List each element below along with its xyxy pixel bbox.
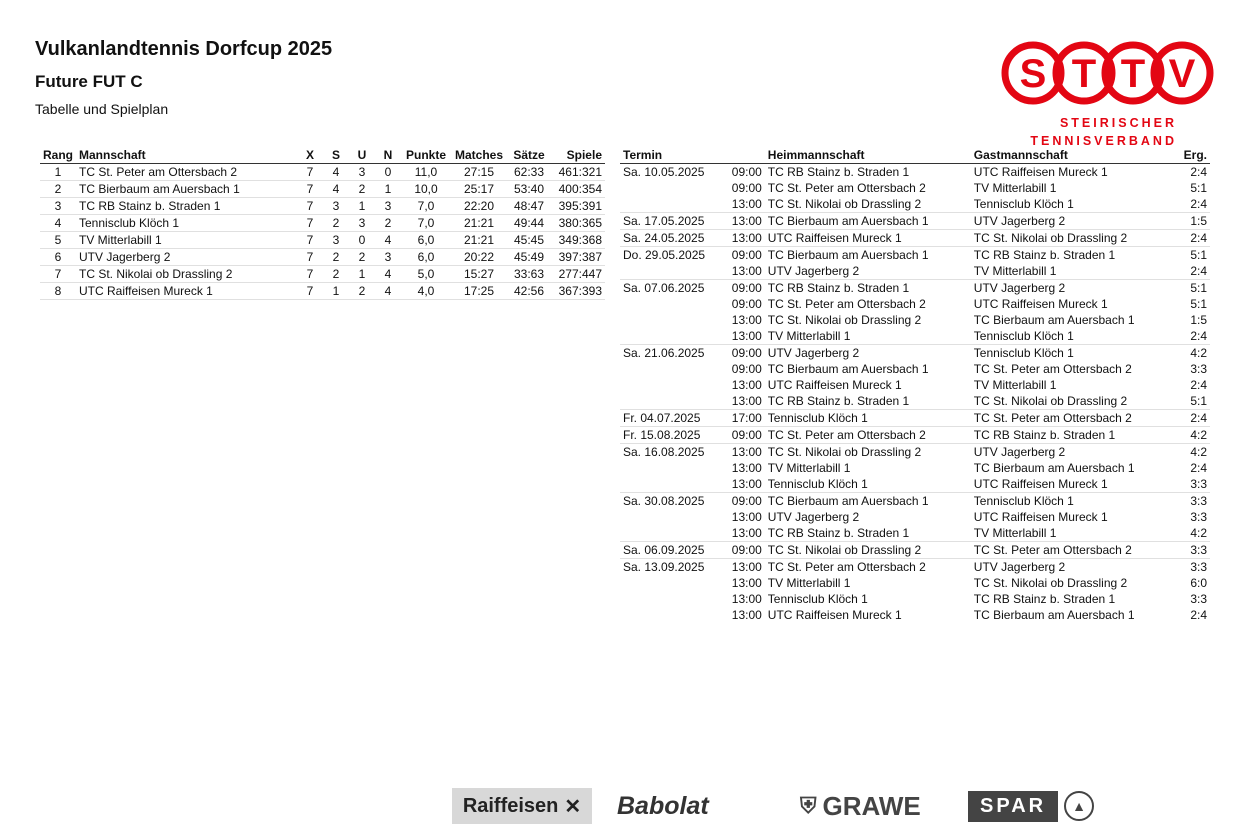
schedule-cell-time: 13:00	[723, 230, 765, 247]
col-punkte: Punkte	[401, 146, 451, 164]
schedule-cell-home: TV Mitterlabill 1	[767, 576, 851, 590]
schedule-cell-time: 13:00	[731, 461, 762, 475]
schedule-cell-result: 2:4	[1190, 378, 1207, 392]
schedule-cell-guest: TC Bierbaum am Auersbach 1	[973, 461, 1135, 475]
schedule-cell-time: 09:00	[723, 345, 765, 362]
schedule-row	[620, 591, 1210, 607]
schedule-cell-date: Sa. 10.05.2025	[623, 165, 705, 179]
schedule-cell-guest: TC Bierbaum am Auersbach 1	[973, 608, 1135, 622]
standings-cell-matches: 15:27	[451, 266, 507, 283]
standings-cell-spiele: 397:387	[551, 249, 605, 266]
schedule-cell-date: Fr. 15.08.2025	[620, 427, 723, 444]
schedule-cell-home: TC RB Stainz b. Straden 1	[767, 394, 910, 408]
schedule-header-row	[620, 146, 1210, 164]
schedule-row	[620, 542, 1210, 559]
standings-cell-matches: 21:21	[451, 232, 507, 249]
grawe-text: GRAWE	[822, 790, 921, 821]
schedule-cell-guest: TC RB Stainz b. Straden 1	[971, 427, 1177, 444]
standings-cell-spiele: 400:354	[551, 181, 605, 198]
col-matches: Matches	[451, 146, 507, 164]
schedule-cell-home: UTC Raiffeisen Mureck 1	[767, 608, 902, 622]
standings-cell-x: 7	[297, 266, 323, 283]
schedule-cell-time: 13:00	[731, 264, 762, 278]
standings-row	[40, 215, 605, 232]
schedule-cell-guest: TC St. Nikolai ob Drassling 2	[973, 576, 1128, 590]
schedule-cell-result: 5:1	[1190, 181, 1207, 195]
schedule-cell-result: 5:1	[1190, 394, 1207, 408]
col-rang: Rang	[40, 146, 76, 164]
schedule-cell-date: Do. 29.05.2025	[620, 247, 723, 264]
standings-cell-saetze: 45:49	[507, 249, 551, 266]
schedule-cell-home: TV Mitterlabill 1	[767, 329, 851, 343]
standings-cell-rang: 8	[40, 283, 76, 300]
standings-cell-u: 0	[349, 232, 375, 249]
standings-cell-mannschaft: TC St. Nikolai ob Drassling 2	[76, 266, 297, 283]
schedule-cell-time: 13:00	[731, 313, 762, 327]
schedule-cell-result: 2:4	[1190, 264, 1207, 278]
standings-cell-punkte: 5,0	[401, 266, 451, 283]
standings-cell-mannschaft: UTV Jagerberg 2	[76, 249, 297, 266]
col-x: X	[297, 146, 323, 164]
schedule-row	[620, 476, 1210, 493]
standings-cell-punkte: 4,0	[401, 283, 451, 300]
standings-cell-n: 4	[375, 232, 401, 249]
schedule-cell-guest: TC RB Stainz b. Straden 1	[973, 592, 1116, 606]
schedule-cell-result: 3:3	[1190, 477, 1207, 491]
standings-cell-saetze: 42:56	[507, 283, 551, 300]
schedule-cell-guest: TV Mitterlabill 1	[973, 378, 1057, 392]
standings-cell-s: 1	[323, 283, 349, 300]
schedule-cell-result: 1:5	[1190, 313, 1207, 327]
schedule-row	[620, 164, 1210, 181]
schedule-cell-time: 13:00	[731, 510, 762, 524]
standings-cell-saetze: 33:63	[507, 266, 551, 283]
schedule-cell-result: 4:2	[1177, 427, 1210, 444]
schedule-cell-guest: UTC Raiffeisen Mureck 1	[973, 510, 1108, 524]
standings-cell-spiele: 380:365	[551, 215, 605, 232]
schedule-row	[620, 427, 1210, 444]
standings-row	[40, 232, 605, 249]
schedule-cell-guest: Tennisclub Klöch 1	[973, 197, 1074, 211]
standings-row	[40, 283, 605, 300]
schedule-cell-date	[620, 312, 723, 328]
logo-letter: T	[1120, 52, 1146, 96]
logo-letter: S	[1019, 52, 1047, 96]
standings-cell-rang: 6	[40, 249, 76, 266]
schedule-cell-home: TC St. Peter am Ottersbach 2	[765, 559, 971, 576]
standings-cell-u: 2	[349, 249, 375, 266]
logo-letter: T	[1071, 52, 1097, 96]
schedule-cell-result: 6:0	[1190, 576, 1207, 590]
schedule-cell-time: 09:00	[723, 493, 765, 510]
schedule-cell-time: 13:00	[731, 197, 762, 211]
schedule-cell-time: 13:00	[731, 608, 762, 622]
raiffeisen-text: Raiffeisen	[462, 794, 559, 817]
standings-cell-n: 0	[375, 164, 401, 181]
schedule-cell-result: 2:4	[1190, 165, 1207, 179]
sponsor-bar	[0, 788, 1250, 828]
schedule-cell-time: 09:00	[723, 542, 765, 559]
standings-cell-n: 3	[375, 249, 401, 266]
logo-letter: V	[1168, 52, 1196, 96]
schedule-cell-time: 13:00	[723, 444, 765, 461]
schedule-cell-home: TV Mitterlabill 1	[767, 461, 851, 475]
schedule-cell-time: 13:00	[731, 592, 762, 606]
schedule-cell-result: 4:2	[1177, 345, 1210, 362]
stv-logo-circles	[1000, 40, 1215, 110]
standings-cell-matches: 27:15	[451, 164, 507, 181]
schedule-cell-result: 3:3	[1177, 559, 1210, 576]
standings-cell-u: 1	[349, 198, 375, 215]
standings-cell-matches: 21:21	[451, 215, 507, 232]
standings-cell-punkte: 11,0	[401, 164, 451, 181]
schedule-cell-time: 09:00	[731, 181, 762, 195]
schedule-cell-date	[620, 180, 723, 196]
schedule-cell-date: Sa. 21.06.2025	[620, 345, 723, 362]
schedule-cell-home: Tennisclub Klöch 1	[767, 477, 868, 491]
standings-cell-u: 3	[349, 215, 375, 232]
standings-cell-n: 4	[375, 283, 401, 300]
schedule-cell-date	[620, 196, 723, 213]
raiffeisen-logo	[452, 788, 592, 824]
standings-cell-spiele: 367:393	[551, 283, 605, 300]
standings-cell-saetze: 45:45	[507, 232, 551, 249]
schedule-cell-result: 3:3	[1190, 592, 1207, 606]
schedule-cell-guest: TV Mitterlabill 1	[973, 526, 1057, 540]
schedule-cell-date	[620, 607, 723, 623]
schedule-cell-guest: TC St. Nikolai ob Drassling 2	[971, 230, 1177, 247]
grawe-logo	[800, 788, 945, 824]
schedule-row	[620, 525, 1210, 542]
standings-row	[40, 164, 605, 181]
schedule-cell-guest: TV Mitterlabill 1	[973, 181, 1057, 195]
spar-logo	[968, 788, 1123, 824]
schedule-cell-home: TC St. Peter am Ottersbach 2	[767, 181, 926, 195]
col-n: N	[375, 146, 401, 164]
schedule-cell-home: UTV Jagerberg 2	[765, 345, 971, 362]
schedule-cell-date: Sa. 30.08.2025	[620, 493, 723, 510]
schedule-cell-home: UTV Jagerberg 2	[767, 510, 860, 524]
standings-cell-u: 2	[349, 181, 375, 198]
schedule-cell-time: 09:00	[731, 297, 762, 311]
schedule-cell-date	[620, 575, 723, 591]
schedule-cell-guest: UTV Jagerberg 2	[971, 559, 1177, 576]
schedule-row	[620, 312, 1210, 328]
col-spiele: Spiele	[551, 146, 605, 164]
standings-cell-n: 3	[375, 198, 401, 215]
schedule-cell-result: 1:5	[1177, 213, 1210, 230]
schedule-cell-guest: TC St. Peter am Ottersbach 2	[971, 410, 1177, 427]
standings-cell-x: 7	[297, 181, 323, 198]
schedule-cell-guest: TC Bierbaum am Auersbach 1	[973, 313, 1135, 327]
schedule-cell-result: 2:4	[1190, 329, 1207, 343]
schedule-cell-result: 2:4	[1177, 230, 1210, 247]
standings-cell-matches: 22:20	[451, 198, 507, 215]
standings-cell-mannschaft: Tennisclub Klöch 1	[76, 215, 297, 232]
schedule-cell-guest: TC St. Peter am Ottersbach 2	[971, 542, 1177, 559]
schedule-cell-home: Tennisclub Klöch 1	[765, 410, 971, 427]
schedule-cell-home: TC RB Stainz b. Straden 1	[767, 165, 910, 179]
schedule-cell-time: 09:00	[731, 362, 762, 376]
standings-cell-s: 2	[323, 215, 349, 232]
standings-row	[40, 266, 605, 283]
stv-logo	[1000, 40, 1215, 150]
schedule-cell-date: Fr. 04.07.2025	[620, 410, 723, 427]
schedule-cell-home: UTC Raiffeisen Mureck 1	[767, 378, 902, 392]
schedule-cell-guest: TC RB Stainz b. Straden 1	[971, 247, 1177, 264]
col-gast: Gastmannschaft	[971, 146, 1177, 164]
schedule-row	[620, 345, 1210, 362]
schedule-cell-time: 13:00	[723, 559, 765, 576]
standings-cell-mannschaft: TC RB Stainz b. Straden 1	[76, 198, 297, 215]
standings-cell-matches: 25:17	[451, 181, 507, 198]
page-subtitle: Future FUT C	[35, 72, 143, 91]
schedule-cell-time: 13:00	[731, 477, 762, 491]
standings-cell-mannschaft: TC Bierbaum am Auersbach 1	[76, 181, 297, 198]
col-termin: Termin	[620, 146, 765, 164]
schedule-cell-time: 09:00	[731, 165, 762, 179]
page-title: Vulkanlandtennis Dorfcup 2025	[35, 38, 333, 60]
standings-cell-s: 3	[323, 232, 349, 249]
schedule-row	[620, 575, 1210, 591]
standings-cell-n: 4	[375, 266, 401, 283]
logo-line-1: STEIRISCHER	[1059, 116, 1177, 130]
standings-cell-spiele: 277:447	[551, 266, 605, 283]
schedule-cell-result: 5:1	[1177, 247, 1210, 264]
schedule-cell-date: Sa. 07.06.2025	[620, 280, 723, 297]
schedule-cell-date	[620, 361, 723, 377]
schedule-cell-result: 2:4	[1190, 197, 1207, 211]
standings-cell-n: 1	[375, 181, 401, 198]
standings-table	[40, 146, 605, 300]
schedule-cell-date: Sa. 06.09.2025	[620, 542, 723, 559]
schedule-cell-guest: UTC Raiffeisen Mureck 1	[973, 297, 1108, 311]
babolat-text: Babolat	[617, 791, 709, 820]
schedule-row	[620, 230, 1210, 247]
schedule-row	[620, 263, 1210, 280]
col-heim: Heimmannschaft	[765, 146, 971, 164]
standings-cell-rang: 3	[40, 198, 76, 215]
schedule-cell-result: 5:1	[1190, 297, 1207, 311]
schedule-row	[620, 180, 1210, 196]
schedule-cell-date	[620, 393, 723, 410]
standings-cell-saetze: 49:44	[507, 215, 551, 232]
schedule-cell-guest: TC St. Peter am Ottersbach 2	[973, 362, 1132, 376]
schedule-cell-date	[620, 328, 723, 345]
schedule-cell-date	[620, 525, 723, 542]
schedule-row	[620, 444, 1210, 461]
standings-cell-s: 4	[323, 181, 349, 198]
schedule-row	[620, 328, 1210, 345]
schedule-cell-result: 4:2	[1190, 526, 1207, 540]
standings-cell-rang: 1	[40, 164, 76, 181]
col-s: S	[323, 146, 349, 164]
schedule-cell-home: TC RB Stainz b. Straden 1	[765, 280, 971, 297]
schedule-cell-date: Sa. 16.08.2025	[620, 444, 723, 461]
schedule-row	[620, 509, 1210, 525]
schedule-cell-result: 2:4	[1190, 608, 1207, 622]
grawe-shield-icon: ⛨	[800, 793, 817, 818]
schedule-cell-date	[620, 460, 723, 476]
col-saetze: Sätze	[507, 146, 551, 164]
spar-text: SPAR	[968, 791, 1058, 822]
schedule-cell-result: 3:3	[1177, 542, 1210, 559]
standings-cell-s: 2	[323, 249, 349, 266]
spar-tree-icon: ▲	[1064, 791, 1094, 821]
standings-cell-n: 2	[375, 215, 401, 232]
standings-cell-punkte: 7,0	[401, 215, 451, 232]
schedule-cell-time: 13:00	[723, 213, 765, 230]
schedule-cell-home: TC St. Peter am Ottersbach 2	[767, 297, 926, 311]
schedule-cell-guest: TC St. Nikolai ob Drassling 2	[973, 394, 1128, 408]
schedule-cell-date	[620, 509, 723, 525]
schedule-cell-date	[620, 377, 723, 393]
schedule-cell-guest: UTV Jagerberg 2	[971, 213, 1177, 230]
standings-cell-saetze: 53:40	[507, 181, 551, 198]
standings-cell-mannschaft: TV Mitterlabill 1	[76, 232, 297, 249]
col-erg: Erg.	[1177, 146, 1210, 164]
schedule-row	[620, 393, 1210, 410]
schedule-row	[620, 410, 1210, 427]
schedule-cell-result: 4:2	[1177, 444, 1210, 461]
schedule-cell-home: UTC Raiffeisen Mureck 1	[765, 230, 971, 247]
schedule-cell-result: 3:3	[1190, 510, 1207, 524]
schedule-row	[620, 559, 1210, 576]
schedule-cell-home: TC Bierbaum am Auersbach 1	[765, 247, 971, 264]
standings-cell-matches: 20:22	[451, 249, 507, 266]
schedule-cell-time: 13:00	[731, 394, 762, 408]
schedule-cell-result: 3:3	[1190, 362, 1207, 376]
standings-cell-matches: 17:25	[451, 283, 507, 300]
standings-cell-x: 7	[297, 249, 323, 266]
schedule-row	[620, 361, 1210, 377]
schedule-cell-home: Tennisclub Klöch 1	[767, 592, 868, 606]
schedule-cell-guest: UTC Raiffeisen Mureck 1	[973, 477, 1108, 491]
schedule-row	[620, 280, 1210, 297]
schedule-cell-home: TC St. Nikolai ob Drassling 2	[765, 444, 971, 461]
col-mannschaft: Mannschaft	[76, 146, 297, 164]
schedule-cell-guest: UTV Jagerberg 2	[971, 280, 1177, 297]
standings-cell-punkte: 7,0	[401, 198, 451, 215]
standings-cell-rang: 2	[40, 181, 76, 198]
standings-cell-s: 3	[323, 198, 349, 215]
logo-line-2: TENNISVERBAND	[1030, 134, 1177, 148]
standings-row	[40, 181, 605, 198]
standings-cell-x: 7	[297, 198, 323, 215]
standings-cell-u: 2	[349, 283, 375, 300]
schedule-cell-guest: UTV Jagerberg 2	[971, 444, 1177, 461]
standings-cell-punkte: 6,0	[401, 232, 451, 249]
schedule-cell-date: Sa. 24.05.2025	[620, 230, 723, 247]
schedule-cell-time: 09:00	[723, 427, 765, 444]
schedule-cell-home: TC St. Nikolai ob Drassling 2	[767, 197, 922, 211]
schedule-cell-guest: UTC Raiffeisen Mureck 1	[973, 165, 1108, 179]
standings-cell-s: 2	[323, 266, 349, 283]
babolat-logo	[617, 788, 777, 824]
schedule-row	[620, 607, 1210, 623]
standings-cell-mannschaft: UTC Raiffeisen Mureck 1	[76, 283, 297, 300]
standings-cell-saetze: 48:47	[507, 198, 551, 215]
schedule-cell-date	[620, 296, 723, 312]
schedule-cell-home: TC Bierbaum am Auersbach 1	[765, 213, 971, 230]
standings-cell-punkte: 10,0	[401, 181, 451, 198]
schedule-cell-home: UTV Jagerberg 2	[767, 264, 860, 278]
schedule-cell-time: 13:00	[731, 329, 762, 343]
schedule-cell-guest: Tennisclub Klöch 1	[971, 345, 1177, 362]
standings-cell-u: 3	[349, 164, 375, 181]
schedule-cell-date: Sa. 13.09.2025	[620, 559, 723, 576]
schedule-cell-home: TC RB Stainz b. Straden 1	[767, 526, 910, 540]
schedule-cell-time: 13:00	[731, 526, 762, 540]
schedule-cell-result: 5:1	[1177, 280, 1210, 297]
standings-row	[40, 198, 605, 215]
schedule-cell-result: 2:4	[1190, 461, 1207, 475]
standings-cell-spiele: 395:391	[551, 198, 605, 215]
schedule-row	[620, 296, 1210, 312]
schedule-row	[620, 247, 1210, 264]
schedule-cell-date	[620, 591, 723, 607]
schedule-cell-date: Sa. 17.05.2025	[620, 213, 723, 230]
standings-cell-s: 4	[323, 164, 349, 181]
standings-cell-rang: 5	[40, 232, 76, 249]
schedule-cell-date	[620, 476, 723, 493]
schedule-cell-time: 17:00	[723, 410, 765, 427]
standings-cell-x: 7	[297, 232, 323, 249]
schedule-row	[620, 377, 1210, 393]
schedule-cell-time: 13:00	[731, 576, 762, 590]
standings-cell-spiele: 349:368	[551, 232, 605, 249]
standings-header-row	[40, 146, 605, 164]
schedule-cell-home: TC St. Peter am Ottersbach 2	[765, 427, 971, 444]
schedule-cell-time: 09:00	[723, 247, 765, 264]
standings-cell-spiele: 461:321	[551, 164, 605, 181]
standings-cell-punkte: 6,0	[401, 249, 451, 266]
page-caption: Tabelle und Spielplan	[35, 101, 169, 117]
schedule-cell-date	[620, 263, 723, 280]
standings-cell-rang: 4	[40, 215, 76, 232]
standings-cell-x: 7	[297, 283, 323, 300]
schedule-row	[620, 213, 1210, 230]
schedule-cell-guest: Tennisclub Klöch 1	[973, 329, 1074, 343]
schedule-cell-home: TC Bierbaum am Auersbach 1	[765, 493, 971, 510]
schedule-table	[620, 146, 1210, 623]
col-u: U	[349, 146, 375, 164]
schedule-row	[620, 196, 1210, 213]
schedule-cell-guest: TV Mitterlabill 1	[973, 264, 1057, 278]
schedule-cell-home: TC St. Nikolai ob Drassling 2	[767, 313, 922, 327]
schedule-cell-time: 13:00	[731, 378, 762, 392]
standings-cell-rang: 7	[40, 266, 76, 283]
schedule-cell-guest: Tennisclub Klöch 1	[971, 493, 1177, 510]
schedule-row	[620, 460, 1210, 476]
standings-row	[40, 249, 605, 266]
standings-cell-x: 7	[297, 215, 323, 232]
schedule-cell-result: 3:3	[1177, 493, 1210, 510]
schedule-cell-time: 09:00	[723, 280, 765, 297]
raiffeisen-cross-icon: ✕	[564, 795, 582, 818]
standings-cell-saetze: 62:33	[507, 164, 551, 181]
schedule-cell-home: TC Bierbaum am Auersbach 1	[767, 362, 929, 376]
schedule-cell-result: 2:4	[1177, 410, 1210, 427]
standings-cell-mannschaft: TC St. Peter am Ottersbach 2	[76, 164, 297, 181]
standings-cell-u: 1	[349, 266, 375, 283]
standings-cell-x: 7	[297, 164, 323, 181]
schedule-cell-home: TC St. Nikolai ob Drassling 2	[765, 542, 971, 559]
schedule-row	[620, 493, 1210, 510]
